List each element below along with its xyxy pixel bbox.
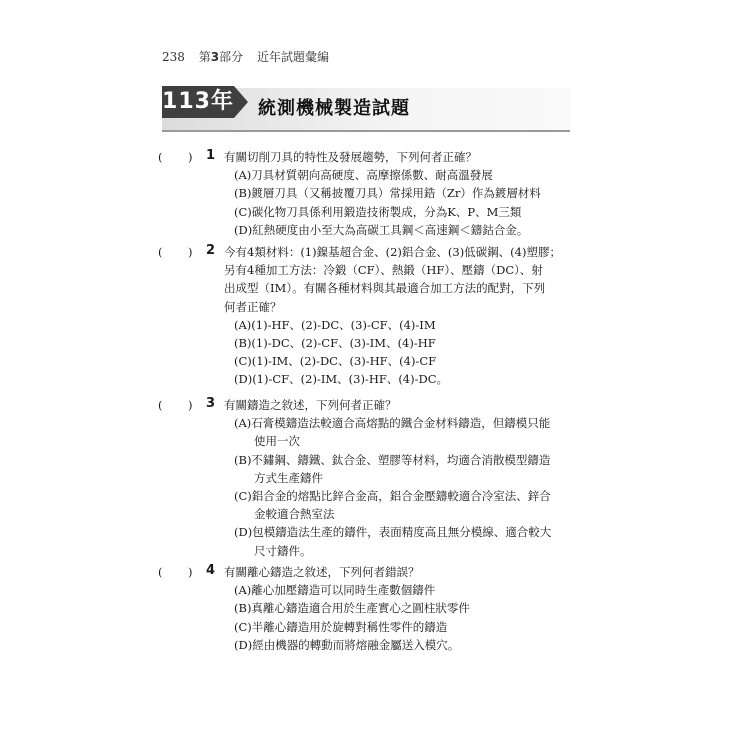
exam-banner — [162, 88, 570, 130]
answer-paren-left: ( — [158, 398, 163, 412]
answer-paren-right: ) — [188, 245, 193, 259]
option-d: (D)(1)-CF、(2)-IM、(3)-HF、(4)-DC。 — [234, 372, 449, 387]
option-c: (C)碳化物刀具係利用鍛造技術製成，分為K、P、M三類 — [234, 204, 522, 219]
running-header — [162, 48, 329, 65]
part-label: 第3部分 — [198, 50, 244, 64]
question-number: 1 — [206, 148, 216, 163]
question-4 — [158, 563, 578, 654]
answer-paren-right: ) — [188, 565, 193, 579]
option-c: (C)半離心鑄造用於旋轉對稱性零件的鑄造 — [234, 619, 448, 634]
question-3 — [158, 396, 578, 560]
question-stem: 有關切削刀具的特性及發展趨勢，下列何者正確？ — [224, 150, 477, 164]
option-d: (D)紅熱硬度由小至大為高碳工具鋼＜高速鋼＜鑄鈷合金。 — [234, 222, 529, 237]
exam-title: 統測機械製造試題 — [258, 98, 410, 119]
answer-paren-left: ( — [158, 245, 163, 259]
question-stem: 有關鑄造之敘述，下列何者正確？ — [224, 398, 397, 412]
question-number: 3 — [206, 396, 216, 411]
option-a-continued: 使用一次 — [254, 434, 300, 449]
option-a: (A)刀具材質朝向高硬度、高摩擦係數、耐高溫發展 — [234, 168, 493, 183]
section-title: 近年試題彙編 — [256, 50, 329, 64]
option-d: (D)經由機器的轉動而將熔融金屬送入模穴。 — [234, 637, 460, 652]
question-number: 2 — [206, 243, 216, 258]
option-a: (A)離心加壓鑄造可以同時生產數個鑄件 — [234, 583, 436, 598]
option-b: (B)鍍層刀具（又稱披覆刀具）常採用鋯（Zr）作為鍍層材料 — [234, 186, 541, 201]
question-stem-line: 另有4種加工方法：冷鍛（CF）、熱鍛（HF）、壓鑄（DC）、射 — [224, 263, 543, 278]
answer-paren-right: ) — [188, 150, 193, 164]
option-c: (C)鋁合金的熔點比鋅合金高，鋁合金壓鑄較適合冷室法、鋅合 — [234, 489, 551, 504]
question-stem-line: 何者正確？ — [224, 299, 282, 314]
question-stem-line: 今有4類材料：(1)鎳基超合金、(2)鋁合金、(3)低碳鋼、(4)塑膠； — [224, 245, 561, 259]
question-number: 4 — [206, 563, 216, 578]
option-b: (B)(1)-DC、(2)-CF、(3)-IM、(4)-HF — [234, 336, 436, 351]
option-a: (A)石膏模鑄造法較適合高熔點的鐵合金材料鑄造，但鑄模只能 — [234, 416, 551, 431]
question-stem: 有關離心鑄造之敘述，下列何者錯誤？ — [224, 565, 420, 579]
option-c: (C)(1)-IM、(2)-DC、(3)-HF、(4)-CF — [234, 354, 437, 369]
option-a: (A)(1)-HF、(2)-DC、(3)-CF、(4)-IM — [234, 317, 436, 332]
question-2 — [158, 243, 578, 389]
question-1 — [158, 148, 578, 239]
option-b-continued: 方式生產鑄件 — [254, 470, 323, 485]
option-c-continued: 金較適合熱室法 — [254, 507, 335, 522]
answer-paren-right: ) — [188, 398, 193, 412]
option-d-continued: 尺寸鑄件。 — [254, 543, 312, 558]
page-number: 238 — [162, 50, 185, 64]
option-d: (D)包模鑄造法生產的鑄件，表面精度高且無分模線、適合較大 — [234, 525, 552, 540]
option-b: (B)不鏽鋼、鑄鐵、鈦合金、塑膠等材料，均適合消散模型鑄造 — [234, 452, 551, 467]
option-b: (B)真離心鑄造適合用於生產實心之圓柱狀零件 — [234, 601, 470, 616]
answer-paren-left: ( — [158, 565, 163, 579]
answer-paren-left: ( — [158, 150, 163, 164]
year-tab: 113年 — [162, 86, 234, 118]
question-stem-line: 出成型（IM）。有關各種材料與其最適合加工方法的配對，下列 — [224, 281, 546, 296]
